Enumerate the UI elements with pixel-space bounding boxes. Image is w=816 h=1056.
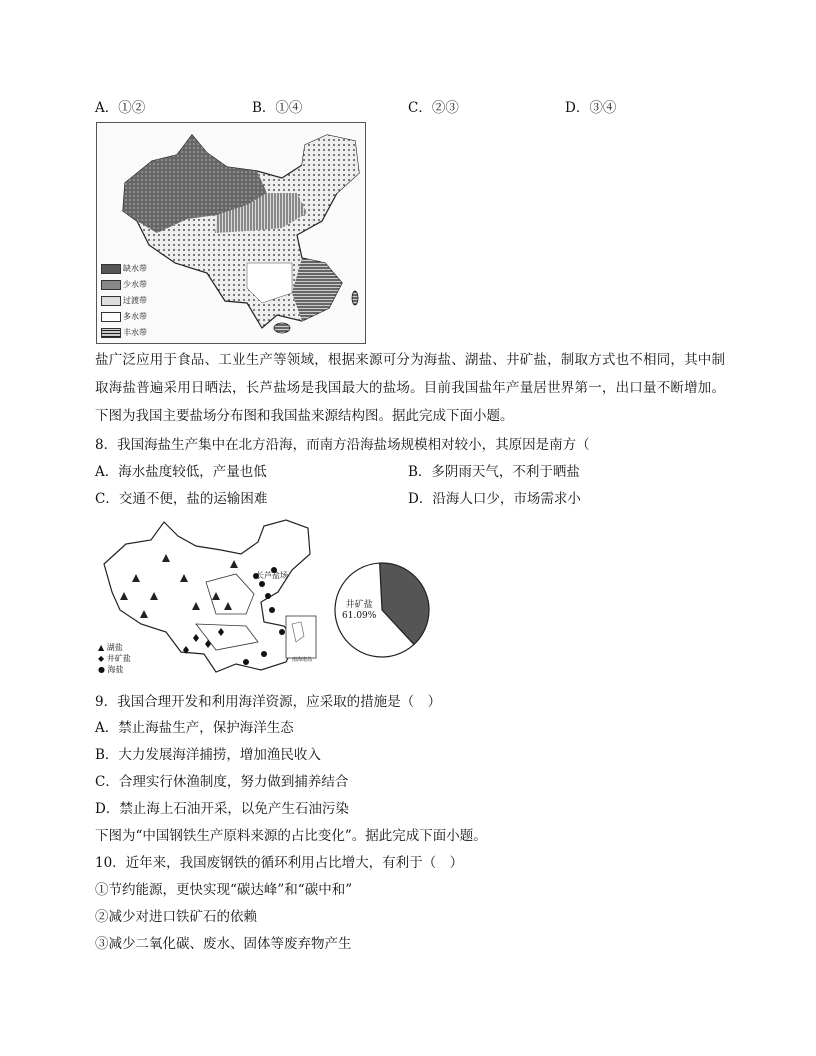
china-map-shape [97,123,365,343]
q10-item-2: ②减少对进口铁矿石的依赖 [95,909,257,925]
legend-water-4: 多水带 [101,311,147,322]
salt-intro-paragraph: 盐广泛应用于食品、工业生产等领域，根据来源可分为海盐、湖盐、井矿盐，制取方式也不相同，其中制取海盐普遍采用日晒法，长芦盐场是我国最大的盐场。目前我国盐年产量居世界第一，出口量不断增加。下图为我国主要盐场分布图和我国盐来源结构图。据此完成下面小题。 [95,352,725,424]
q7-option-a: A．①② [95,100,146,116]
q10-item-3: ③减少二氧化碳、废水、固体等废弃物产生 [95,936,352,952]
q9-option-d: D．禁止海上石油开采，以免产生石油污染 [95,801,349,817]
salt-source-pie [332,560,432,660]
q8-stem: 8．我国海盐生产集中在北方沿海，而南方沿海盐场规模相对较小，其原因是南方（ [95,437,590,453]
q7-option-b: B．①④ [252,100,303,116]
q10-stem: 10．近年来，我国废钢铁的循环利用占比增大，有利于（ ） [95,855,464,871]
q9-option-a: A．禁止海盐生产，保护海洋生态 [95,720,294,736]
legend-water-2: 少水带 [101,279,147,290]
q7-option-c: C．②③ [408,100,459,116]
q8-option-d: D．沿海人口少，市场需求小 [408,491,581,507]
q9-option-c: C．合理实行休渔制度，努力做到捕养结合 [95,774,349,790]
legend-water-1: 缺水带 [101,263,147,274]
china-salt-map [96,514,332,676]
q7-option-d: D．③④ [565,100,617,116]
pie-label: 井矿盐 61.09% [342,600,377,621]
q10-item-1: ①节约能源，更快实现“碳达峰”和“碳中和” [95,882,353,898]
legend-sea-salt: ● 海盐 [98,665,124,674]
q8-option-c: C．交通不便，盐的运输困难 [95,491,268,507]
q9-stem: 9．我国合理开发和利用海洋资源，应采取的措施是（ ） [95,694,442,710]
salt-field-map [96,514,332,676]
legend-well-salt: ◆ 井矿盐 [98,654,131,663]
steel-intro: 下图为“中国钢铁生产原料来源的占比变化”。据此完成下面小题。 [95,828,487,844]
legend-water-5: 丰水带 [101,327,147,338]
inset-label: 南海诸岛 [292,657,313,663]
q8-option-a: A．海水盐度较低，产量也低 [95,464,267,480]
changlu-label: 长芦盐场 [256,571,288,580]
q8-option-b: B．多阴雨天气，不利于晒盐 [408,464,580,480]
q9-option-b: B．大力发展海洋捕捞，增加渔民收入 [95,747,321,763]
legend-water-3: 过渡带 [101,295,147,306]
legend-lake-salt: ▲ 湖盐 [98,643,123,652]
water-zone-map [96,122,366,344]
